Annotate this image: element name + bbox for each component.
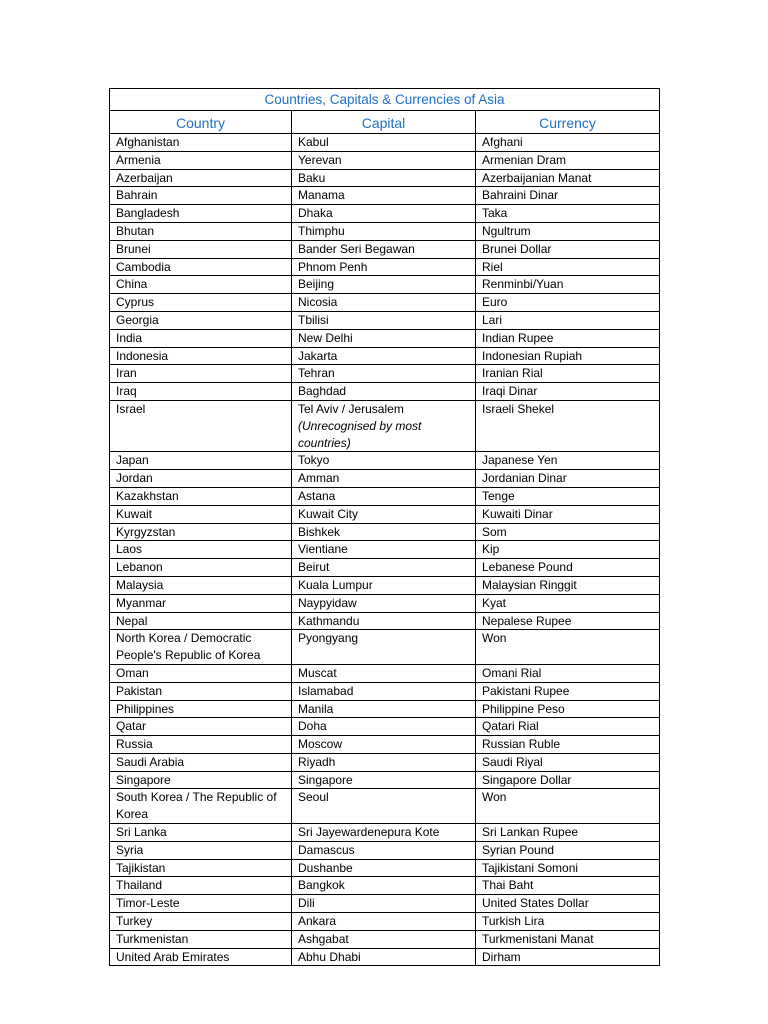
currency-cell: Riel	[476, 258, 660, 276]
table-row	[110, 700, 660, 718]
country-cell: Indonesia	[110, 347, 292, 365]
country-cell: Kazakhstan	[110, 487, 292, 505]
capital-name: Thimphu	[298, 223, 345, 238]
currency-cell: Turkmenistani Manat	[476, 930, 660, 948]
table-row	[110, 824, 660, 842]
currency-cell: Turkish Lira	[476, 913, 660, 931]
country-cell: Iran	[110, 365, 292, 383]
table-row	[110, 541, 660, 559]
table-row	[110, 895, 660, 913]
column-header-currency: Currency	[476, 111, 660, 134]
table-row	[110, 841, 660, 859]
country-cell: China	[110, 276, 292, 294]
country-cell: Lebanon	[110, 559, 292, 577]
currency-cell: Syrian Pound	[476, 841, 660, 859]
table-row	[110, 169, 660, 187]
capital-cell	[292, 205, 476, 223]
table-title: Countries, Capitals & Currencies of Asia	[110, 89, 660, 111]
capital-name: Manila	[298, 701, 334, 716]
currency-cell: Singapore Dollar	[476, 771, 660, 789]
capital-cell	[292, 682, 476, 700]
currency-cell: United States Dollar	[476, 895, 660, 913]
currency-cell: Philippine Peso	[476, 700, 660, 718]
country-cell: Singapore	[110, 771, 292, 789]
currency-cell: Indian Rupee	[476, 329, 660, 347]
capital-name: Yerevan	[298, 152, 342, 167]
table-row	[110, 151, 660, 169]
table-row	[110, 736, 660, 754]
currency-cell: Kuwaiti Dinar	[476, 505, 660, 523]
capital-name: Tel Aviv / Jerusalem	[298, 401, 404, 416]
capital-name: Ashgabat	[298, 931, 349, 946]
table-row	[110, 452, 660, 470]
country-cell: Cambodia	[110, 258, 292, 276]
capital-name: Phnom Penh	[298, 259, 368, 274]
capital-name: Kabul	[298, 135, 329, 149]
country-cell: Turkey	[110, 913, 292, 931]
table-row	[110, 630, 660, 665]
capital-cell	[292, 541, 476, 559]
header-row	[110, 111, 660, 134]
table-body	[110, 134, 660, 966]
currency-cell: Kyat	[476, 594, 660, 612]
currency-cell: Tajikistani Somoni	[476, 859, 660, 877]
capital-name: Riyadh	[298, 754, 336, 769]
table-row	[110, 789, 660, 824]
country-cell: Kyrgyzstan	[110, 523, 292, 541]
capital-name: Vientiane	[298, 542, 348, 557]
currency-cell: Omani Rial	[476, 664, 660, 682]
capital-cell	[292, 948, 476, 966]
country-cell: Georgia	[110, 311, 292, 329]
currency-cell: Iranian Rial	[476, 365, 660, 383]
currency-cell: Euro	[476, 294, 660, 312]
table-row	[110, 258, 660, 276]
currency-cell: Israeli Shekel	[476, 400, 660, 451]
capital-name: Ankara	[298, 914, 337, 929]
capital-name: Manama	[298, 188, 345, 203]
capital-cell	[292, 294, 476, 312]
country-cell: Kuwait	[110, 505, 292, 523]
capital-cell	[292, 612, 476, 630]
country-cell: Japan	[110, 452, 292, 470]
capital-cell	[292, 753, 476, 771]
capital-name: Tehran	[298, 366, 335, 381]
capital-cell	[292, 383, 476, 401]
table-row	[110, 523, 660, 541]
country-cell: Syria	[110, 841, 292, 859]
table-row	[110, 222, 660, 240]
country-cell: United Arab Emirates	[110, 948, 292, 966]
capital-name: Dushanbe	[298, 860, 353, 875]
currency-cell: Sri Lankan Rupee	[476, 824, 660, 842]
currency-cell: Som	[476, 523, 660, 541]
country-cell: Laos	[110, 541, 292, 559]
capital-cell	[292, 400, 476, 451]
currency-cell: Russian Ruble	[476, 736, 660, 754]
currency-cell: Renminbi/Yuan	[476, 276, 660, 294]
capital-name: Abhu Dhabi	[298, 949, 361, 964]
currency-cell: Won	[476, 789, 660, 824]
currency-cell: Brunei Dollar	[476, 240, 660, 258]
capital-name: Sri Jayewardenepura Kote	[298, 825, 440, 840]
currency-cell: Taka	[476, 205, 660, 223]
currency-cell: Kip	[476, 541, 660, 559]
capital-name: Baghdad	[298, 384, 347, 399]
currency-cell: Tenge	[476, 487, 660, 505]
capital-name: Islamabad	[298, 683, 354, 698]
capital-cell	[292, 824, 476, 842]
capital-cell	[292, 877, 476, 895]
country-cell: Thailand	[110, 877, 292, 895]
country-cell: Tajikistan	[110, 859, 292, 877]
capital-cell	[292, 258, 476, 276]
table-row	[110, 948, 660, 966]
capital-cell	[292, 895, 476, 913]
capital-cell	[292, 771, 476, 789]
capital-name: New Delhi	[298, 330, 353, 345]
capital-cell	[292, 505, 476, 523]
currency-cell: Dirham	[476, 948, 660, 966]
table-row	[110, 913, 660, 931]
capital-cell	[292, 859, 476, 877]
capital-name: Pyongyang	[298, 631, 359, 646]
capital-cell	[292, 930, 476, 948]
capital-cell	[292, 452, 476, 470]
table-row	[110, 487, 660, 505]
country-cell: North Korea / Democratic People's Republic of Korea	[110, 630, 292, 665]
capital-cell	[292, 559, 476, 577]
capital-name: Kuwait City	[298, 506, 359, 521]
currency-cell: Won	[476, 630, 660, 665]
capital-cell	[292, 913, 476, 931]
countries-table	[109, 88, 660, 966]
country-cell: India	[110, 329, 292, 347]
currency-cell: Bahraini Dinar	[476, 187, 660, 205]
country-cell: Russia	[110, 736, 292, 754]
capital-cell	[292, 700, 476, 718]
currency-cell: Ngultrum	[476, 222, 660, 240]
capital-cell	[292, 789, 476, 824]
capital-name: Naypyidaw	[298, 595, 357, 610]
currency-cell: Thai Baht	[476, 877, 660, 895]
country-cell: Jordan	[110, 470, 292, 488]
country-cell: Azerbaijan	[110, 169, 292, 187]
capital-name: Nicosia	[298, 295, 338, 310]
table-row	[110, 329, 660, 347]
capital-cell	[292, 329, 476, 347]
country-cell: Brunei	[110, 240, 292, 258]
capital-cell	[292, 347, 476, 365]
table-row	[110, 276, 660, 294]
currency-cell: Jordanian Dinar	[476, 470, 660, 488]
country-cell: Oman	[110, 664, 292, 682]
country-cell: Timor-Leste	[110, 895, 292, 913]
capital-cell	[292, 664, 476, 682]
currency-cell: Qatari Rial	[476, 718, 660, 736]
table-row	[110, 134, 660, 152]
capital-cell	[292, 630, 476, 665]
country-cell: Nepal	[110, 612, 292, 630]
capital-cell	[292, 470, 476, 488]
capital-name: Dhaka	[298, 206, 333, 221]
capital-cell	[292, 736, 476, 754]
capital-cell	[292, 718, 476, 736]
capital-cell	[292, 311, 476, 329]
country-cell: Iraq	[110, 383, 292, 401]
capital-cell	[292, 487, 476, 505]
table-row	[110, 240, 660, 258]
currency-cell: Pakistani Rupee	[476, 682, 660, 700]
table-row	[110, 576, 660, 594]
table-row	[110, 930, 660, 948]
table-row	[110, 187, 660, 205]
country-cell: Philippines	[110, 700, 292, 718]
capital-name: Beirut	[298, 560, 330, 575]
table-row	[110, 470, 660, 488]
country-cell: Israel	[110, 400, 292, 451]
table-row	[110, 383, 660, 401]
capital-cell	[292, 169, 476, 187]
capital-cell	[292, 151, 476, 169]
table-row	[110, 612, 660, 630]
capital-cell	[292, 523, 476, 541]
table-row	[110, 877, 660, 895]
capital-name: Damascus	[298, 842, 355, 857]
capital-cell	[292, 134, 476, 152]
capital-cell	[292, 222, 476, 240]
capital-name: Muscat	[298, 665, 337, 680]
table-row	[110, 771, 660, 789]
currency-cell: Japanese Yen	[476, 452, 660, 470]
table-row	[110, 400, 660, 451]
country-cell: Cyprus	[110, 294, 292, 312]
currency-cell: Iraqi Dinar	[476, 383, 660, 401]
table-row	[110, 859, 660, 877]
country-cell: Myanmar	[110, 594, 292, 612]
title-row	[110, 89, 660, 111]
country-cell: Armenia	[110, 151, 292, 169]
table-row	[110, 559, 660, 577]
currency-cell: Lari	[476, 311, 660, 329]
capital-note: (Unrecognised by most countries)	[298, 418, 422, 450]
country-cell: Bhutan	[110, 222, 292, 240]
currency-cell: Saudi Riyal	[476, 753, 660, 771]
capital-name: Seoul	[298, 790, 329, 805]
currency-cell: Azerbaijanian Manat	[476, 169, 660, 187]
capital-name: Bishkek	[298, 524, 341, 539]
capital-name: Singapore	[298, 772, 353, 787]
currency-cell: Malaysian Ringgit	[476, 576, 660, 594]
country-cell: Turkmenistan	[110, 930, 292, 948]
capital-name: Tokyo	[298, 453, 330, 468]
table-row	[110, 205, 660, 223]
table-row	[110, 294, 660, 312]
country-cell: Qatar	[110, 718, 292, 736]
capital-cell	[292, 594, 476, 612]
capital-name: Jakarta	[298, 348, 338, 363]
table-row	[110, 753, 660, 771]
country-cell: Bahrain	[110, 187, 292, 205]
country-cell: South Korea / The Republic of Korea	[110, 789, 292, 824]
column-header-capital: Capital	[292, 111, 476, 134]
capital-name: Beijing	[298, 277, 335, 292]
table-row	[110, 664, 660, 682]
capital-cell	[292, 240, 476, 258]
column-header-country: Country	[110, 111, 292, 134]
currency-cell: Nepalese Rupee	[476, 612, 660, 630]
capital-name: Bangkok	[298, 878, 345, 893]
table-row	[110, 347, 660, 365]
capital-name: Dili	[298, 896, 315, 911]
table-row	[110, 365, 660, 383]
currency-cell: Armenian Dram	[476, 151, 660, 169]
country-cell: Afghanistan	[110, 134, 292, 152]
currency-cell: Indonesian Rupiah	[476, 347, 660, 365]
capital-cell	[292, 276, 476, 294]
capital-cell	[292, 187, 476, 205]
country-cell: Pakistan	[110, 682, 292, 700]
capital-name: Moscow	[298, 737, 343, 752]
country-cell: Sri Lanka	[110, 824, 292, 842]
table-row	[110, 311, 660, 329]
capital-name: Baku	[298, 170, 326, 185]
country-cell: Malaysia	[110, 576, 292, 594]
capital-name: Bander Seri Begawan	[298, 241, 415, 256]
country-cell: Saudi Arabia	[110, 753, 292, 771]
capital-cell	[292, 365, 476, 383]
capital-name: Kathmandu	[298, 613, 360, 628]
capital-name: Astana	[298, 488, 336, 503]
capital-name: Amman	[298, 471, 340, 486]
capital-cell	[292, 576, 476, 594]
table-row	[110, 682, 660, 700]
capital-name: Kuala Lumpur	[298, 577, 373, 592]
capital-name: Tbilisi	[298, 312, 329, 327]
currency-cell: Lebanese Pound	[476, 559, 660, 577]
table-row	[110, 505, 660, 523]
table-row	[110, 718, 660, 736]
capital-name: Doha	[298, 719, 327, 734]
table-row	[110, 594, 660, 612]
currency-cell: Afghani	[476, 134, 660, 152]
country-cell: Bangladesh	[110, 205, 292, 223]
capital-cell	[292, 841, 476, 859]
